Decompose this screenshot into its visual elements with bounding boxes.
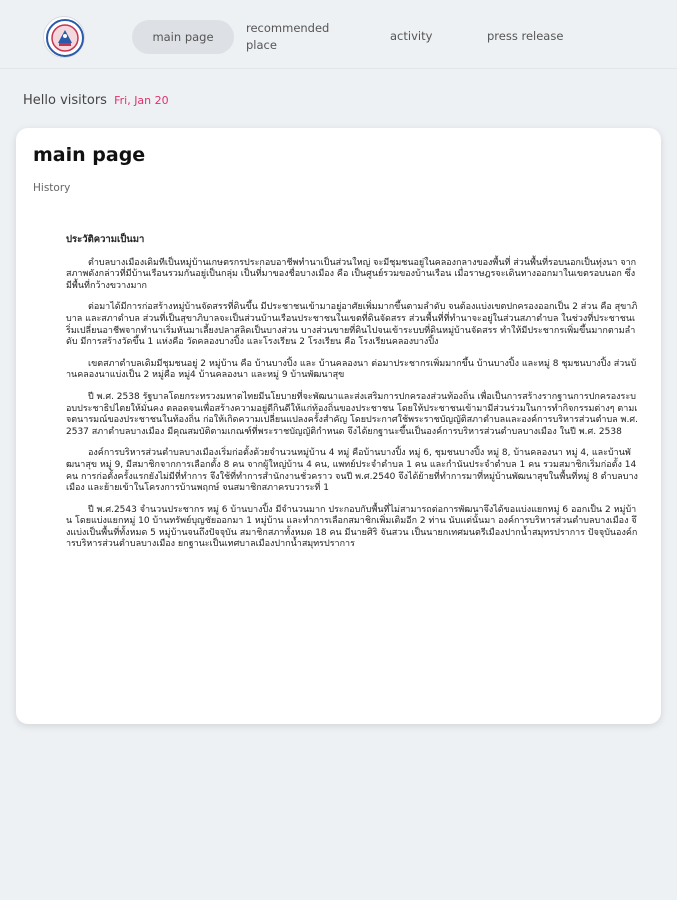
document-paragraph: ต่อมาได้มีการก่อสร้างหมู่บ้านจัดสรรที่ดินขึ้น มีประชาชนเข้ามาอยู่อาศัยเพิ่มมากขึ้นตามลำดับ จนต้องแบ่งเขตปกครองออกเป็น 2 ส่วน คือ สุขาภิบาล และสภาตำบล ส่วนที่เป็นสุขาภิบาลจะเป็นส่วนบ้านเรือนประชาชนในเขตที่ดินจัดสรร ส่วนพื้นที่ที่ทำนาจะอยู่ในส่วนสภาตำบล ในช่วงที่ประชาชนเริ่มเปลี่ยนอาชีพจากทำนาเริ่มหันมาเลี้ยงปลาสลิดเป็นบางส่วน บางส่วนขายที่ดินไปจนเข้าระบบที่ดินหมู่บ้านจัดสรร ทำให้มีประชากรเพิ่มขึ้นมากตามลำดับ มีการสร้างวัดขึ้น 1 แห่งคือ วัดคลองบางปิ้ง และโรงเรียน 2 โรงเรียน คือ โรงเรียนคลองบางปิ้ง — [66, 302, 638, 348]
nav-activity[interactable] — [390, 28, 432, 45]
nav-activity-label: activity — [390, 29, 433, 43]
page-title: main page — [33, 144, 146, 166]
page-subtitle: History — [33, 182, 71, 194]
nav-main-page-label: main page — [152, 29, 214, 44]
organization-logo[interactable] — [43, 16, 85, 58]
nav-press-release-label: press release — [487, 29, 564, 43]
top-navigation-bar — [0, 0, 677, 69]
document-paragraph: ปี พ.ศ.2543 จำนวนประชากร หมู่ 6 บ้านบางปิ้ง มีจำนวนมาก ประกอบกับพื้นที่ไม่สามารถต่อการพัฒนาจึงได้ขอแบ่งแยกหมู่ 6 ออกเป็น 2 หมู่บ้าน โดยแบ่งแยกหมู่ 10 บ้านทรัพย์บุญชัยออกมา 1 หมู่บ้าน และทำการเลือกสมาชิกเพิ่มเติมอีก 2 ท่าน นับแต่นั้นมา องค์การบริหารส่วนตำบลบางเมือง จึงแบ่งเป็นพื้นที่ทั้งหมด 5 หมู่บ้านจนถึงปัจจุบัน สมาชิกสภาทั้งหมด 18 คน มีนายศิริ จันสวน เป็นนายกเทศมนตรีเมืองปากน้ำสมุทรปราการ ปัจจุบันองค์การบริหารส่วนตำบลบางเมือง ยกฐานะเป็นเทศบาลเมืองปากน้ำสมุทรปราการ — [66, 504, 638, 550]
greeting — [23, 93, 169, 108]
greeting-date: Fri, Jan 20 — [114, 94, 169, 107]
document-paragraph: เขตสภาตำบลเดิมมีชุมชนอยู่ 2 หมู่บ้าน คือ บ้านบางปิ้ง และ บ้านคลองนา ต่อมาประชากรเพิ่มมากขึ้น บ้านบางปิ้ง และหมู่ 8 ชุมชนบางปิ้ง ส่วนบ้านคลองนาแบ่งเป็น 2 หมู่คือ หมู่4 บ้านคลองนา และหมู่ 9 บ้านพัฒนาสุข — [66, 358, 637, 381]
nav-main-page[interactable] — [132, 20, 234, 54]
nav-press-release[interactable] — [487, 28, 563, 45]
nav-recommended-place-label: recommended place — [246, 21, 330, 52]
history-document — [66, 234, 638, 561]
document-heading: ประวัติความเป็นมา — [66, 234, 145, 245]
document-paragraph: ตำบลบางเมืองเดิมทีเป็นหมู่บ้านเกษตรกรประกอบอาชีพทำนาเป็นส่วนใหญ่ จะมีชุมชนอยู่ในคลองกลางของพื้นที่ ส่วนพื้นที่รอบนอกเป็นทุ่งนา จากสภาพดังกล่าวที่มีบ้านเรือนรวมกันอยู่เป็นกลุ่ม เป็นที่มาของชื่อบางเมือง คือ เป็นศูนย์รวมของบ้านเรือน เมื่อราษฎรจะเดินทางออกมาในเขตรอบนอก ซึ่งมีพื้นที่กว้างขวางมาก — [66, 257, 637, 291]
nav-recommended-place[interactable] — [246, 20, 346, 54]
document-paragraph: ปี พ.ศ. 2538 รัฐบาลโดยกระทรวงมหาดไทยมีนโยบายที่จะพัฒนาและส่งเสริมการปกครองส่วนท้องถิ่น เพื่อเป็นการสร้างรากฐานการปกครองระบอบประชาธิปไตยให้มั่นคง ตลอดจนเพื่อสร้างความอยู่ดีกินดีให้แก่ท้องถิ่นของประชาชน โดยให้ประชาชนเข้ามามีส่วนร่วมในการทำกิจกรรมต่างๆ ตามเจตนารมณ์ของประชาชนในท้องถิ่น ก่อให้เกิดความเปลี่ยนแปลงครั้งสำคัญ โดยประกาศใช้พระราชบัญญัติสภาตำบลและองค์การบริหารส่วนตำบล พ.ศ. 2537 สภาตำบลบางเมือง มีคุณสมบัติตามเกณฑ์ที่พระราชบัญญัติกำหนด จึงได้ยกฐานะขึ้นเป็นองค์การบริหารส่วนตำบลบางเมือง ในปี พ.ศ. 2538 — [66, 391, 638, 437]
document-paragraph: องค์การบริหารส่วนตำบลบางเมืองเริ่มก่อตั้งด้วยจำนวนหมู่บ้าน 4 หมู่ คือบ้านบางปิ้ง หมู่ 6, ชุมชนบางปิ้ง หมู่ 8, บ้านคลองนา หมู่ 4, และบ้านพัฒนาสุข หมู่ 9, มีสมาชิกจากการเลือกตั้ง 8 คน จากผู้ใหญ่บ้าน 4 คน, แพทย์ประจำตำบล 1 คน และกำนันประจำตำบล 1 คน รวมสมาชิกเริ่มก่อตั้ง 14 คน การก่อตั้งครั้งแรกยังไม่มีที่ทำการ จึงใช้ที่ทำการสำนักงานชั่วคราว จนปี พ.ศ.2540 จึงได้ย้ายที่ทำการมาที่หมู่บ้านพัฒนาสุขในพื้นที่หมู่ 8 ตำบลบางเมือง และย้ายเข้าในโครงการบ้านพฤกษ์ จนสมาชิกสภาครบวาระที่ 1 — [66, 448, 638, 494]
greeting-text: Hello visitors — [23, 93, 107, 108]
seal-icon — [44, 17, 86, 59]
content-card — [16, 128, 661, 724]
